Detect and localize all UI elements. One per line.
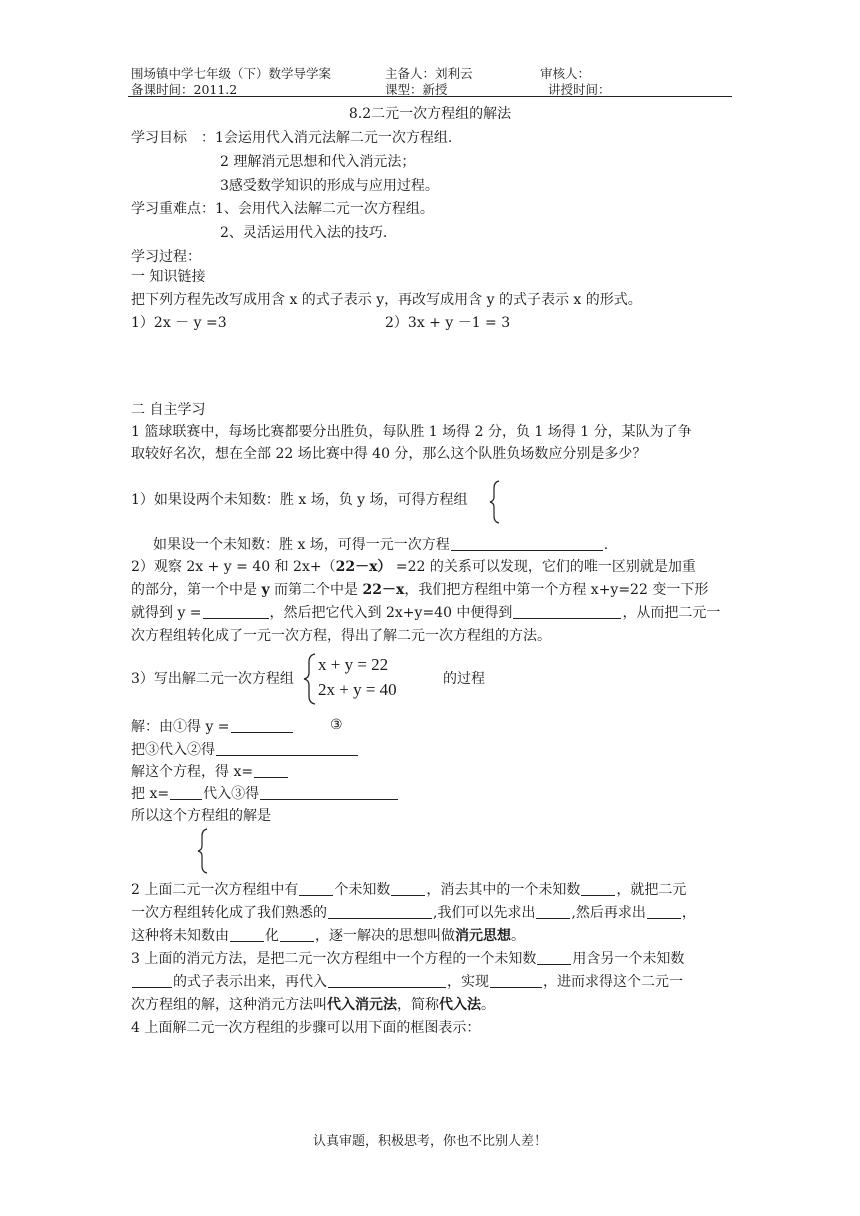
p4-line: 4 上面解二元一次方程组的步骤可以用下面的框图表示： <box>131 1020 481 1036</box>
q2-line-1 <box>131 557 696 577</box>
system-eq-2: 2x + y = 40 <box>318 680 397 699</box>
goal-item: 1会运用代入消元法解二元一次方程组. <box>215 130 453 146</box>
p3-line-1 <box>131 949 684 969</box>
section2-heading: 二 自主学习 <box>131 402 206 418</box>
p3-text: 用含另一个未知数 <box>572 951 685 967</box>
p2-text: ，逐一解决的思想叫做 <box>315 928 455 944</box>
keypoints-label: 学习重难点： <box>131 201 215 217</box>
answer-blank[interactable] <box>260 785 398 800</box>
goals-line-1 <box>131 128 452 148</box>
equation-mark-3: ③ <box>330 717 343 733</box>
answer-blank[interactable] <box>490 973 542 988</box>
q2-emphasis: 22－x） <box>335 559 392 575</box>
left-brace-icon <box>303 653 317 705</box>
answer-blank[interactable] <box>647 904 681 919</box>
q2-emphasis: 22－x <box>362 582 405 598</box>
q3-post: 的过程 <box>443 671 485 687</box>
q1b-end: . <box>603 537 609 553</box>
p2-text: ，就把二元 <box>616 882 687 898</box>
p3-text: 次方程组的解，这种消元方法叫 <box>131 997 327 1013</box>
p3-text: 的式子表示出来，再代入 <box>173 974 327 990</box>
p2-line-3 <box>131 926 525 946</box>
answer-blank[interactable] <box>216 741 358 756</box>
q3-pre: 3）写出解二元一次方程组 <box>131 671 294 687</box>
p2-text: 个未知数 <box>334 882 391 898</box>
p2-text: 。 <box>511 928 525 944</box>
q1-line: 1）如果设两个未知数：胜 x 场，负 y 场，可得方程组 <box>131 492 468 508</box>
goal-item: 2 理解消元思想和代入消元法； <box>220 154 416 170</box>
answer-blank[interactable] <box>254 763 288 778</box>
q2-emphasis: y <box>261 582 270 598</box>
goals-label: 学习目标 ： <box>131 130 215 146</box>
solution-text: 把 x= <box>131 786 170 802</box>
answer-blank[interactable] <box>537 950 571 965</box>
q2-text: ，我们把方程组中第一个方程 x+y=22 变一下形 <box>404 582 709 598</box>
answer-blank[interactable] <box>170 785 202 800</box>
p3-emphasis: 代入消元法 <box>327 997 397 1013</box>
q2-text: 2）观察 2x + y = 40 和 2x+（ <box>131 559 336 575</box>
solution-line-3 <box>131 762 289 782</box>
process-label: 学习过程： <box>131 249 201 265</box>
p3-text: 3 上面的消元方法，是把二元一次方程组中一个方程的一个未知数 <box>131 951 537 967</box>
problem-line-1: 1 篮球联赛中，每场比赛都要分出胜负，每队胜 1 场得 2 分，负 1 场得 1 分，某队为了争 <box>131 424 692 440</box>
p2-text: ，消去其中的一个未知数 <box>426 882 581 898</box>
p2-text: 化 <box>265 928 279 944</box>
section1-eq2: 2）3x + y －1 = 3 <box>385 315 511 331</box>
p2-text: ， <box>681 905 696 921</box>
answer-blank[interactable] <box>451 536 603 551</box>
solution-text: 代入③得 <box>203 786 260 802</box>
answer-blank[interactable] <box>203 604 269 619</box>
page-footer: 认真审题，积极思考，你也不比别人差！ <box>312 1134 547 1149</box>
header-school: 围场镇中学七年级（下）数学导学案 <box>131 66 332 81</box>
problem-line-2: 取较好名次，想在全部 22 场比赛中得 40 分，那么这个队胜负场数应分别是多少？ <box>131 446 647 462</box>
q2-text: 就得到 y = <box>131 605 202 621</box>
answer-blank[interactable] <box>581 881 615 896</box>
solution-text: 把③代入②得 <box>131 742 215 758</box>
p3-text: ，简称 <box>397 997 439 1013</box>
q1b-text: 如果设一个未知数：胜 x 场，可得一元一次方程 <box>153 537 450 553</box>
header-reviewer: 审核人： <box>540 66 591 81</box>
q2-text: ，从而把二元一 <box>622 605 721 621</box>
answer-blank[interactable] <box>230 927 264 942</box>
q2-text: =22 的关系可以发现，它们的唯一区别就是加重 <box>391 559 696 575</box>
answer-blank[interactable] <box>231 718 293 733</box>
p2-text: 2 上面二元一次方程组中有 <box>131 882 299 898</box>
solution-line-1 <box>131 717 294 737</box>
header-rule <box>128 96 732 97</box>
left-brace-icon <box>197 828 209 874</box>
p3-text: ，实现 <box>447 974 489 990</box>
p3-text: ，进而求得这个二元一 <box>543 974 683 990</box>
solution-text: 解这个方程，得 x= <box>131 764 254 780</box>
p2-line-2 <box>131 903 696 923</box>
header-preparer: 主备人：刘利云 <box>385 66 473 81</box>
left-brace-icon <box>489 480 501 524</box>
answer-blank[interactable] <box>299 881 333 896</box>
solution-text: 解：由①得 y = <box>131 719 230 735</box>
header-teach-time: 讲授时间： <box>548 82 611 97</box>
answer-blank[interactable] <box>391 881 425 896</box>
q2-line-2 <box>131 580 708 600</box>
answer-blank[interactable] <box>513 604 621 619</box>
header-lesson-type: 课型：新授 <box>385 82 448 97</box>
section1-instruction: 把下列方程先改写成用含 x 的式子表示 y，再改写成用含 y 的式子表示 x 的形式。 <box>131 292 642 308</box>
p3-emphasis: 代入法 <box>439 997 481 1013</box>
p2-text: ,我们可以先求出 <box>433 905 536 921</box>
q2-line-4: 次方程组转化成了一元一次方程，得出了解二元一次方程组的方法。 <box>131 628 551 644</box>
p2-text: 一次方程组转化成了我们熟悉的 <box>131 905 327 921</box>
solution-line-4 <box>131 784 399 804</box>
answer-blank[interactable] <box>328 904 432 919</box>
q2-line-3 <box>131 603 720 623</box>
answer-blank[interactable] <box>132 973 172 988</box>
goal-item: 3感受数学知识的形成与应用过程。 <box>220 178 439 194</box>
p3-line-2 <box>131 972 683 992</box>
keypoint-item: 1、会用代入法解二元一次方程组。 <box>215 201 434 217</box>
q2-text: ，然后把它代入到 2x+y=40 中便得到 <box>269 605 513 621</box>
q2-text: 而第二个中是 <box>269 582 363 598</box>
p2-emphasis: 消元思想 <box>455 928 511 944</box>
q1b-line <box>153 535 608 555</box>
keypoint-item: 2、灵活运用代入法的技巧. <box>220 225 388 241</box>
section1-heading: 一 知识链接 <box>131 269 206 285</box>
header-prep-time: 备课时间：2011.2 <box>131 82 238 97</box>
p3-line-3 <box>131 995 495 1015</box>
page-title: 8.2二元一次方程组的解法 <box>348 106 512 122</box>
solution-line-2 <box>131 740 359 760</box>
p2-text: ,然后再求出 <box>571 905 646 921</box>
system-eq-1: x + y = 22 <box>318 655 389 674</box>
q2-text: 的部分，第一个中是 <box>131 582 262 598</box>
p2-line-1 <box>131 880 686 900</box>
answer-blank[interactable] <box>536 904 570 919</box>
answer-blank[interactable] <box>280 927 314 942</box>
section1-eq1: 1）2x － y =3 <box>131 315 227 331</box>
p3-text: 。 <box>481 997 495 1013</box>
answer-blank[interactable] <box>328 973 446 988</box>
keypoints-line-1 <box>131 199 434 219</box>
solution-line-5: 所以这个方程组的解是 <box>131 808 271 824</box>
p2-text: 这种将未知数由 <box>131 928 229 944</box>
